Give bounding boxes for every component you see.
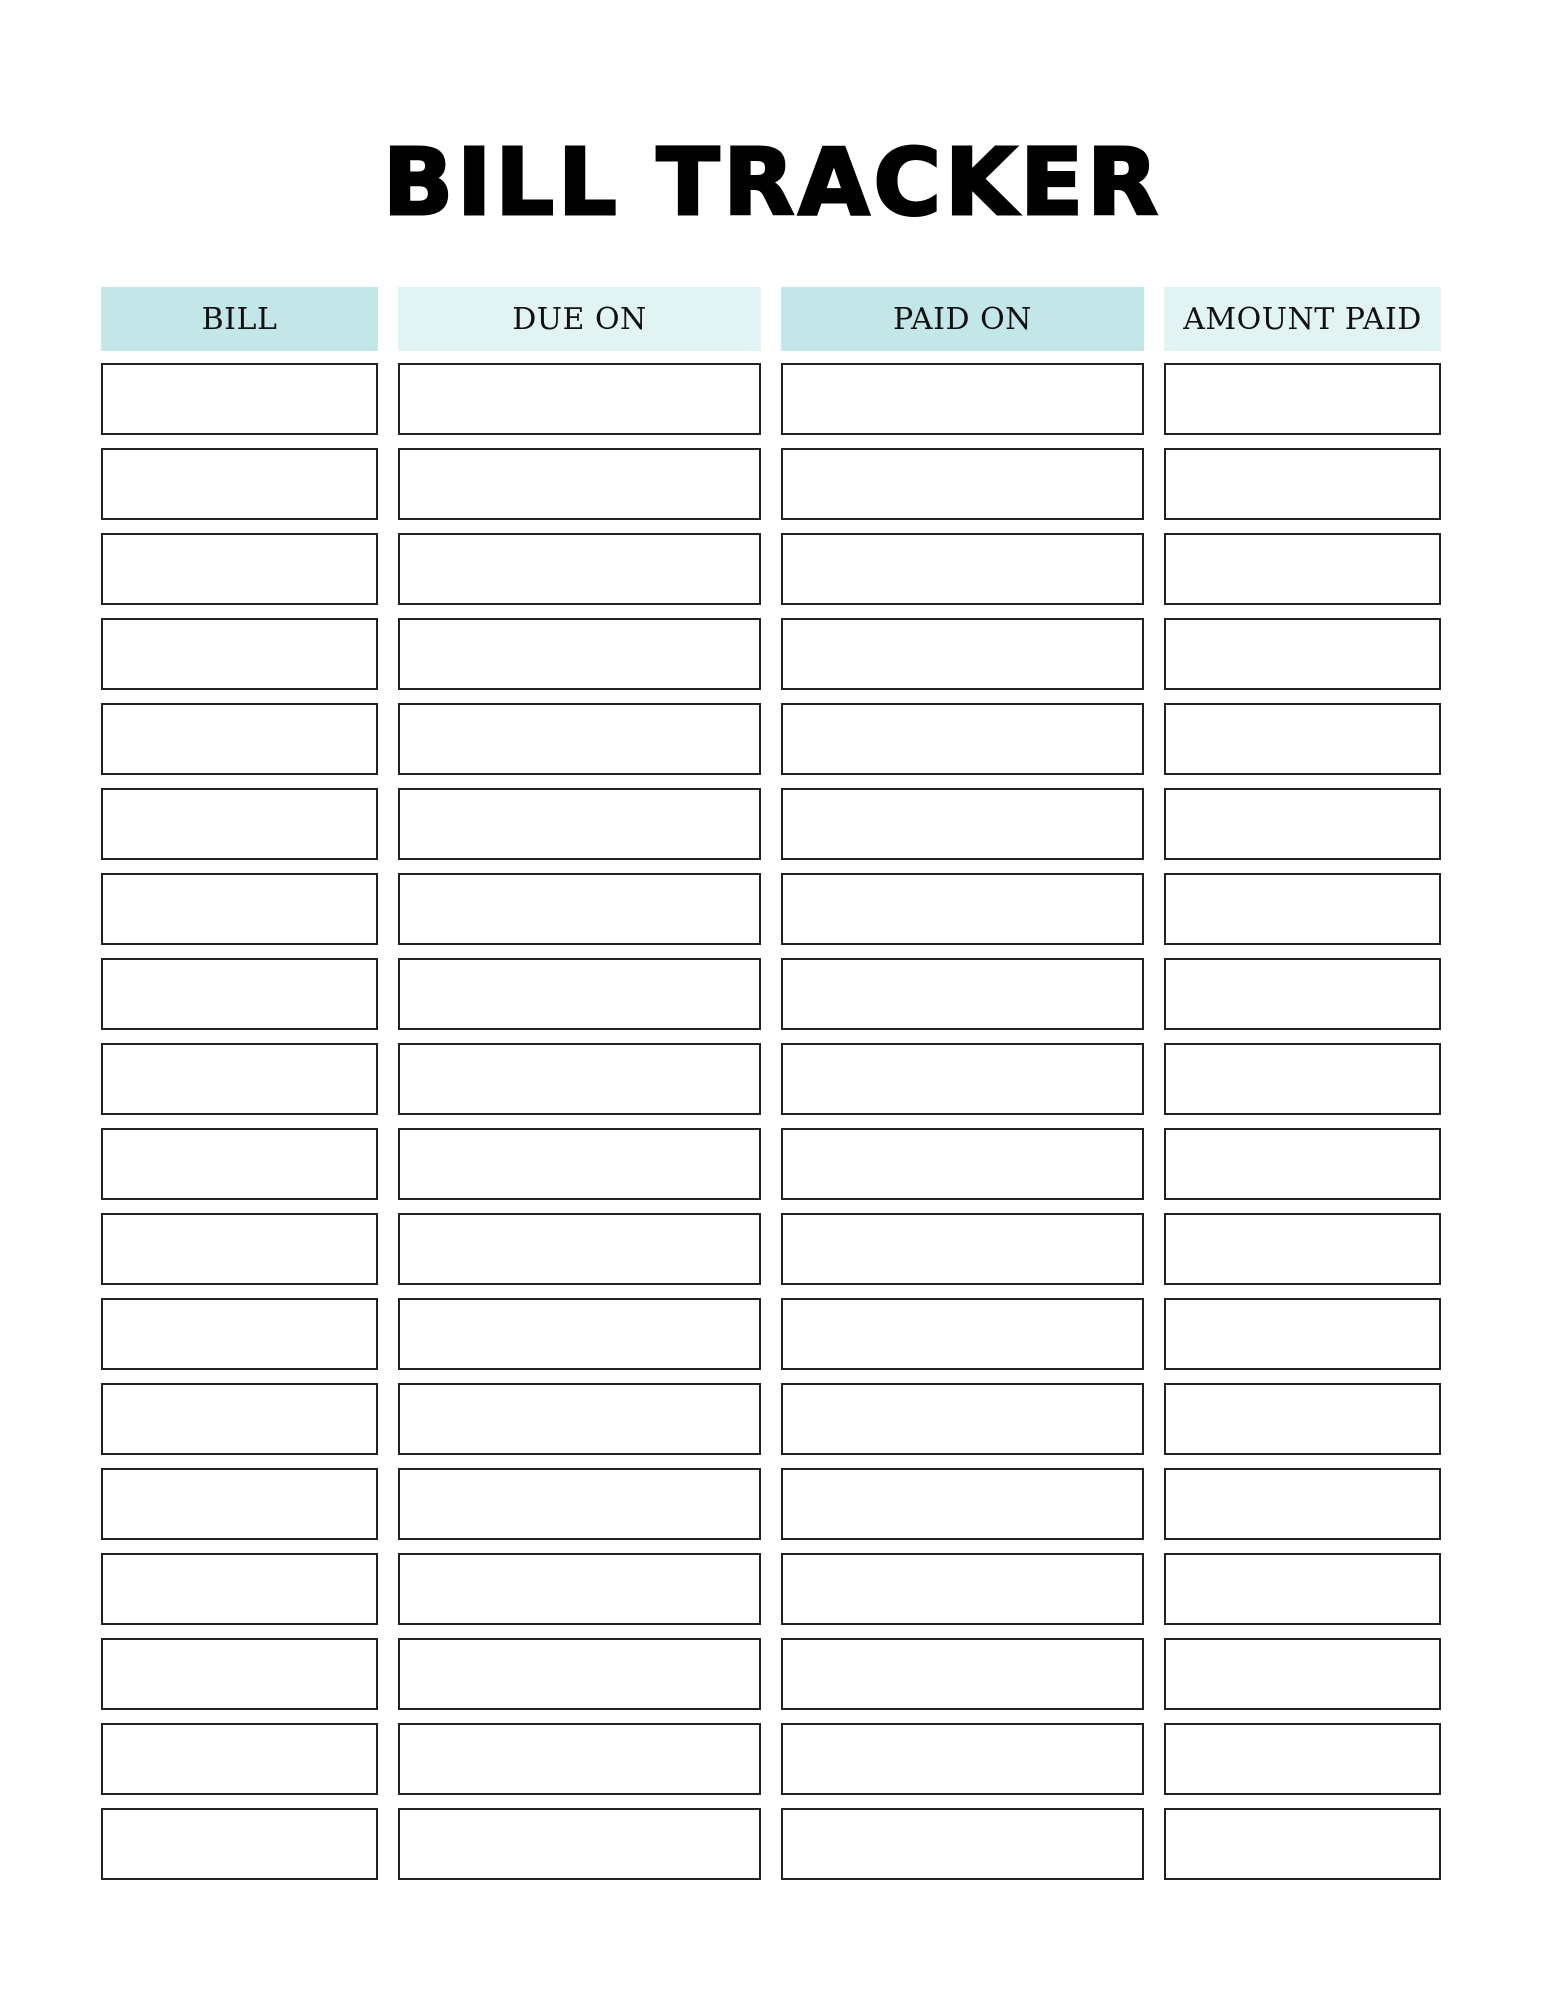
amount-paid-cell[interactable] [1164,1638,1441,1710]
due-on-cell[interactable] [398,1043,761,1115]
bill-cell[interactable] [101,448,378,520]
paid-on-cell[interactable] [781,448,1144,520]
amount-paid-cell[interactable] [1164,448,1441,520]
bill-cell[interactable] [101,1808,378,1880]
paid-on-cell[interactable] [781,703,1144,775]
amount-paid-cell[interactable] [1164,1383,1441,1455]
amount-paid-cell[interactable] [1164,1043,1441,1115]
due-on-cell[interactable] [398,873,761,945]
bill-cell[interactable] [101,363,378,435]
due-on-cell[interactable] [398,448,761,520]
bill-cell[interactable] [101,533,378,605]
amount-paid-cell[interactable] [1164,873,1441,945]
bill-cell[interactable] [101,1043,378,1115]
due-on-cell[interactable] [398,1808,761,1880]
due-on-cell[interactable] [398,1723,761,1795]
paid-on-cell[interactable] [781,1298,1144,1370]
bill-cell[interactable] [101,958,378,1030]
due-on-cell[interactable] [398,618,761,690]
amount-paid-cell[interactable] [1164,618,1441,690]
amount-paid-cell[interactable] [1164,1808,1441,1880]
paid-on-cell[interactable] [781,788,1144,860]
column-header-paid-on: PAID ON [781,287,1144,351]
amount-paid-cell[interactable] [1164,703,1441,775]
paid-on-cell[interactable] [781,363,1144,435]
paid-on-cell[interactable] [781,1723,1144,1795]
paid-on-cell[interactable] [781,1213,1144,1285]
due-on-cell[interactable] [398,788,761,860]
due-on-cell[interactable] [398,1213,761,1285]
bill-cell[interactable] [101,873,378,945]
amount-paid-cell[interactable] [1164,363,1441,435]
bill-cell[interactable] [101,618,378,690]
paid-on-cell[interactable] [781,1808,1144,1880]
paid-on-cell[interactable] [781,1638,1144,1710]
page-title: BILL TRACKER [383,129,1162,236]
bill-tracker-table [101,287,1441,1893]
paid-on-cell[interactable] [781,1553,1144,1625]
due-on-cell[interactable] [398,1383,761,1455]
paid-on-cell[interactable] [781,1468,1144,1540]
paid-on-cell[interactable] [781,958,1144,1030]
column-header-bill: BILL [101,287,378,351]
bill-cell[interactable] [101,1213,378,1285]
column-header-amount-paid: AMOUNT PAID [1164,287,1441,351]
paid-on-cell[interactable] [781,1043,1144,1115]
due-on-cell[interactable] [398,1128,761,1200]
bill-cell[interactable] [101,703,378,775]
bill-cell[interactable] [101,1553,378,1625]
amount-paid-cell[interactable] [1164,958,1441,1030]
bill-cell[interactable] [101,788,378,860]
amount-paid-cell[interactable] [1164,1723,1441,1795]
bill-cell[interactable] [101,1298,378,1370]
paid-on-cell[interactable] [781,873,1144,945]
bill-cell[interactable] [101,1638,378,1710]
paid-on-cell[interactable] [781,533,1144,605]
amount-paid-cell[interactable] [1164,1553,1441,1625]
bill-cell[interactable] [101,1468,378,1540]
due-on-cell[interactable] [398,363,761,435]
due-on-cell[interactable] [398,1638,761,1710]
amount-paid-cell[interactable] [1164,788,1441,860]
due-on-cell[interactable] [398,703,761,775]
paid-on-cell[interactable] [781,1128,1144,1200]
column-header-due-on: DUE ON [398,287,761,351]
paid-on-cell[interactable] [781,1383,1144,1455]
due-on-cell[interactable] [398,1468,761,1540]
amount-paid-cell[interactable] [1164,1298,1441,1370]
bill-cell[interactable] [101,1383,378,1455]
due-on-cell[interactable] [398,1553,761,1625]
paid-on-cell[interactable] [781,618,1144,690]
amount-paid-cell[interactable] [1164,1468,1441,1540]
amount-paid-cell[interactable] [1164,533,1441,605]
due-on-cell[interactable] [398,533,761,605]
bill-cell[interactable] [101,1128,378,1200]
due-on-cell[interactable] [398,958,761,1030]
bill-cell[interactable] [101,1723,378,1795]
amount-paid-cell[interactable] [1164,1213,1441,1285]
due-on-cell[interactable] [398,1298,761,1370]
amount-paid-cell[interactable] [1164,1128,1441,1200]
